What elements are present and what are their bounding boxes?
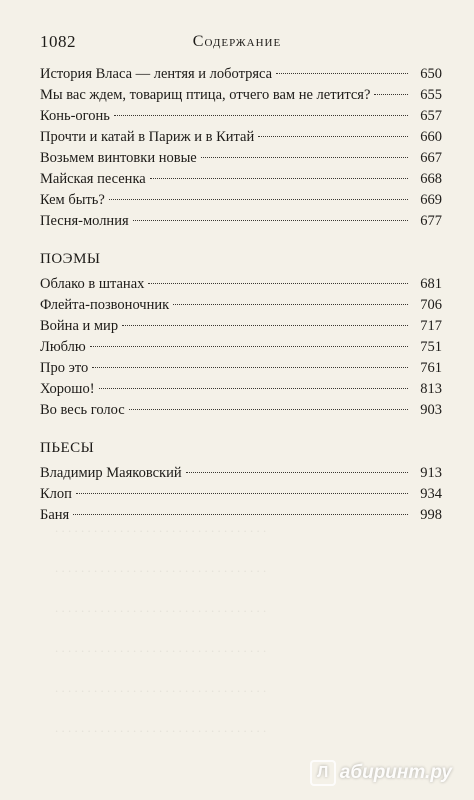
toc-entry: [40, 190, 442, 211]
toc-entry: [40, 169, 442, 190]
toc-entry: [40, 148, 442, 169]
entry-page-number: 660: [420, 129, 442, 145]
entry-title: Конь-огонь: [40, 108, 110, 124]
entry-title: Кем быть?: [40, 192, 105, 208]
entry-title: Клоп: [40, 486, 72, 502]
entry-title: Люблю: [40, 339, 86, 355]
entry-title: Облако в штанах: [40, 276, 145, 292]
entry-page-number: 751: [420, 339, 442, 355]
toc-entry: [40, 274, 442, 295]
entry-title: Хорошо!: [40, 381, 95, 397]
entry-page-number: 650: [420, 66, 442, 82]
dot-leader: [150, 178, 408, 179]
dot-leader: [258, 136, 408, 137]
entry-title: Война и мир: [40, 318, 119, 334]
toc-entry: [40, 127, 442, 148]
dot-leader: [90, 346, 408, 347]
toc-section: [40, 64, 442, 232]
entry-page-number: 681: [420, 276, 442, 292]
toc-entry: [40, 484, 442, 505]
entry-title: Флейта-позвоночник: [40, 297, 170, 313]
entry-page-number: 998: [420, 507, 442, 523]
dot-leader: [109, 199, 408, 200]
entry-title: Песня-молния: [40, 213, 129, 229]
entry-page-number: 677: [420, 213, 442, 229]
toc-entry: [40, 295, 442, 316]
toc-entry: [40, 64, 442, 85]
section-heading: ПОЭМЫ: [40, 251, 101, 267]
entry-page-number: 706: [420, 297, 442, 313]
table-of-contents: [40, 64, 442, 542]
toc-entry: [40, 211, 442, 232]
dot-leader: [73, 514, 408, 515]
show-through-text: . . . . . . . . . . . . . . . . . . . . . . . . . . . . . . . . .: [55, 640, 267, 655]
toc-entry: [40, 505, 442, 526]
entry-title: Во весь голос: [40, 402, 125, 418]
entry-page-number: 667: [420, 150, 442, 166]
toc-entry: [40, 379, 442, 400]
entry-title: История Власа — лентяя и лоботряса: [40, 66, 273, 82]
toc-entry: [40, 400, 442, 421]
show-through-text: . . . . . . . . . . . . . . . . . . . . . . . . . . . . . . . . .: [55, 560, 267, 575]
dot-leader: [92, 367, 408, 368]
running-head: [40, 32, 434, 56]
entry-page-number: 657: [420, 108, 442, 124]
dot-leader: [201, 157, 408, 158]
labirint-logo-icon: Л: [310, 760, 336, 786]
section-heading: ПЬЕСЫ: [40, 440, 95, 456]
dot-leader: [133, 220, 408, 221]
entry-page-number: 934: [420, 486, 442, 502]
dot-leader: [148, 283, 408, 284]
entry-title: Про это: [40, 360, 89, 376]
show-through-text: . . . . . . . . . . . . . . . . . . . . . . . . . . . . . . . . .: [55, 680, 267, 695]
dot-leader: [99, 388, 408, 389]
dot-leader: [76, 493, 408, 494]
dot-leader: [129, 409, 408, 410]
entry-title: Владимир Маяковский: [40, 465, 182, 481]
entry-page-number: 903: [420, 402, 442, 418]
toc-entry: [40, 358, 442, 379]
entry-title: Возьмем винтовки новые: [40, 150, 197, 166]
dot-leader: [114, 115, 408, 116]
dot-leader: [186, 472, 408, 473]
entry-title: Майская песенка: [40, 171, 146, 187]
toc-entry: [40, 106, 442, 127]
dot-leader: [122, 325, 408, 326]
entry-page-number: 813: [420, 381, 442, 397]
entry-page-number: 717: [420, 318, 442, 334]
toc-entry: [40, 463, 442, 484]
entry-title: Мы вас ждем, товарищ птица, отчего вам не летится?: [40, 87, 371, 103]
entry-page-number: 669: [420, 192, 442, 208]
watermark: [310, 760, 452, 786]
toc-entry: [40, 316, 442, 337]
watermark-text: абиринт.ру: [339, 762, 452, 783]
show-through-text: . . . . . . . . . . . . . . . . . . . . . . . . . . . . . . . . .: [55, 720, 267, 735]
entry-title: Прочти и катай в Париж и в Китай: [40, 129, 255, 145]
entry-page-number: 655: [420, 87, 442, 103]
running-title: Содержание: [192, 33, 282, 50]
toc-entry: [40, 85, 442, 106]
show-through-text: . . . . . . . . . . . . . . . . . . . . . . . . . . . . . . . . .: [55, 600, 267, 615]
toc-section: [40, 437, 442, 526]
entry-page-number: 668: [420, 171, 442, 187]
dot-leader: [374, 94, 408, 95]
toc-entry: [40, 337, 442, 358]
page-number: 1082: [40, 32, 76, 51]
entry-title: Баня: [40, 507, 70, 523]
dot-leader: [173, 304, 408, 305]
toc-section: [40, 248, 442, 421]
show-through-text: . . . . . . . . . . . . . . . . . . . . . . . . . . . . . . . . .: [55, 520, 267, 535]
dot-leader: [276, 73, 408, 74]
entry-page-number: 761: [420, 360, 442, 376]
entry-page-number: 913: [420, 465, 442, 481]
